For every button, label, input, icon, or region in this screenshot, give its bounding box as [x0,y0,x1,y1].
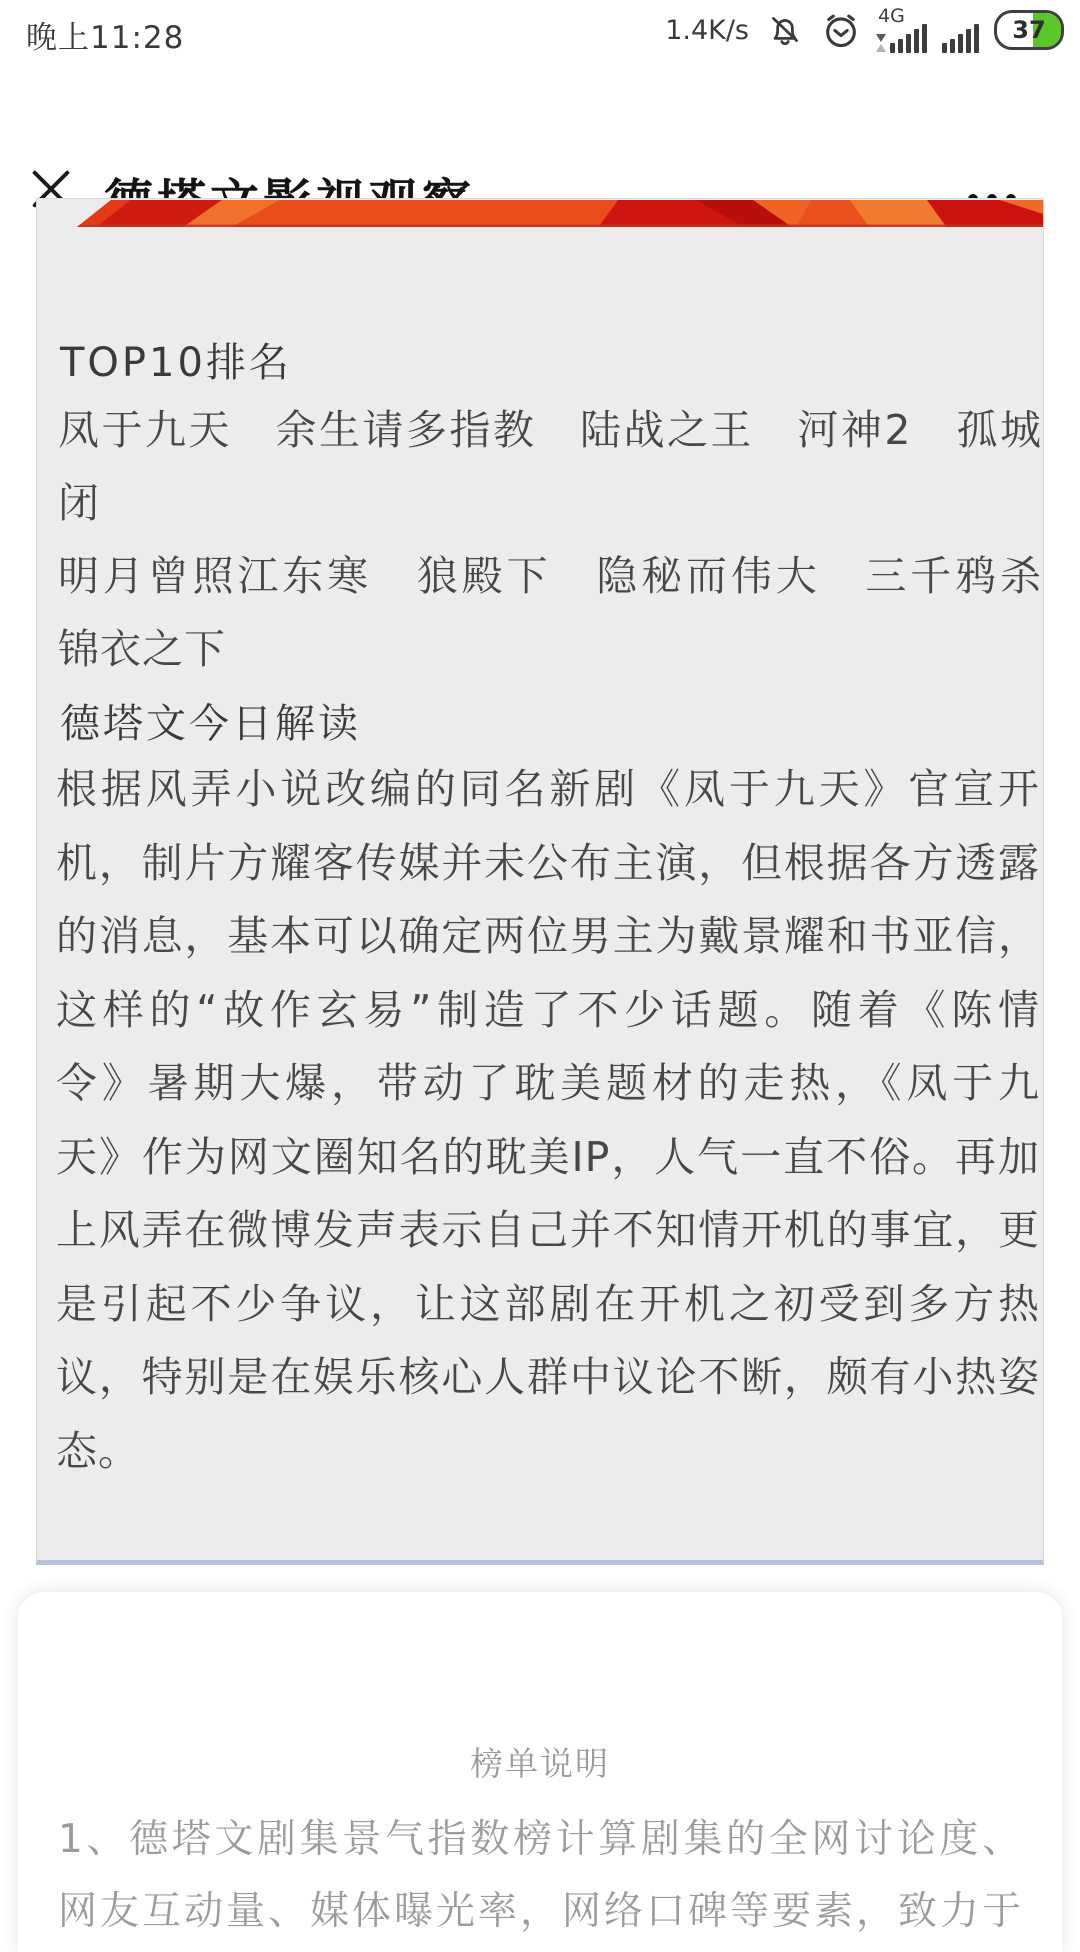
clock-time: 晚上11:28 [26,20,185,56]
notes-line: 网友互动量、媒体曝光率，网络口碑等要素，致力于 [58,1889,1022,1934]
data-arrows-icon [876,34,886,53]
battery-icon [994,10,1064,50]
body-line: 是引起不少争议，让这部剧在开机之初受到多方热 [56,1279,1040,1328]
interpretation-heading: 德塔文今日解读 [60,701,361,747]
body-line: 上风弄在微博发声表示自己并不知情开机的事宜，更 [56,1206,1040,1254]
top10-line: 明月曾照江东寒 狼殿下 隐秘而伟大 三千鸦杀 [58,552,1042,600]
mute-bell-icon [764,9,806,51]
signal-bars-icon [876,7,927,53]
notes-line: 1、德塔文剧集景气指数榜计算剧集的全网讨论度、 [58,1817,1022,1862]
status-icons [665,6,1064,54]
notes-body [58,1804,1022,1948]
body-line: 令》暑期大爆，带动了耽美题材的走热，《凤于九 [56,1059,1040,1107]
body-line: 这样的“故作玄易”制造了不少话题。随着《陈情 [56,985,1040,1034]
top10-heading: TOP10排名 [60,340,292,386]
status-bar [0,0,1080,58]
alarm-clock-icon [821,10,861,50]
title-bar [0,70,1080,165]
notes-title: 榜单说明 [470,1744,610,1783]
body-line: 的消息，基本可以确定两位男主为戴景耀和书亚信， [56,912,1040,960]
body-line: 态。 [56,1426,140,1475]
top10-line: 锦衣之下 [58,625,226,673]
body-line: 议，特别是在娱乐核心人群中议论不断，颇有小热姿 [56,1353,1040,1401]
network-type-label: 4G [878,5,905,27]
body-line: 机，制片方耀客传媒并未公布主演，但根据各方透露 [56,838,1040,887]
signal-bars-icon [942,7,979,53]
body-line: 天》作为网文圈知名的耽美IP，人气一直不俗。再加 [56,1132,1040,1181]
interpretation-body [56,753,1040,1488]
banner-image [77,200,1043,227]
network-speed: 1.4K/s [665,14,749,46]
top10-line: 凤于九天 余生请多指教 陆战之王 河神2 孤城闭 [58,406,1042,527]
top10-list [58,394,1042,686]
battery-percent: 37 [1012,16,1046,44]
body-line: 根据风弄小说改编的同名新剧《凤于九天》官宣开 [56,765,1040,813]
